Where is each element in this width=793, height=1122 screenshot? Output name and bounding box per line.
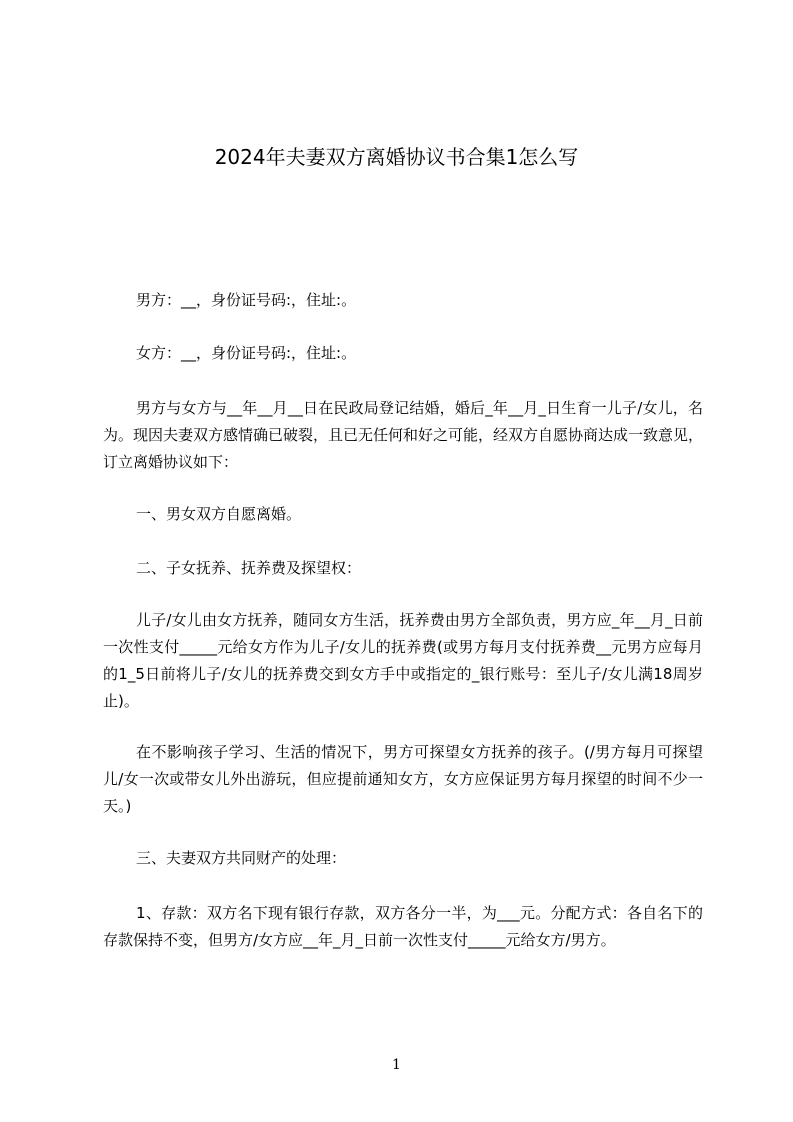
clause-1-heading: 一、男女双方自愿离婚。 [136, 505, 302, 523]
paragraph-male-party: 男方：__，身份证号码:，住址:。 [136, 291, 357, 309]
clause-3-heading: 三、夫妻双方共同财产的处理： [136, 849, 347, 867]
paragraph-female-party: 女方：__，身份证号码:，住址:。 [136, 344, 357, 362]
paragraph-deposits: 1、存款：双方名下现有银行存款，双方各分一半，为___元。分配方式：各自名下的存款保持不变，但男方/女方应__年_月_日前一次性支付_____元给女方/男方。 [103, 904, 703, 949]
clause-2-heading: 二、子女抚养、抚养费及探望权： [136, 559, 362, 577]
page-number: 1 [392, 1057, 401, 1073]
document-title: 2024年夫妻双方离婚协议书合集1怎么写 [214, 145, 579, 169]
paragraph-visitation: 在不影响孩子学习、生活的情况下，男方可探望女方抚养的孩子。(/男方每月可探望儿/女一次或带女儿外出游玩，但应提前通知女方，女方应保证男方每月探望的时间不少一天。) [103, 743, 703, 815]
paragraph-intro: 男方与女方与__年__月__日在民政局登记结婚，婚后_年__月_日生育一儿子/女儿，名为。现因夫妻双方感情确已破裂，且已无任何和好之可能，经双方自愿协商达成一致意见，订立离婚协议如下： [103, 399, 704, 471]
paragraph-child-support: 儿子/女儿由女方抚养，随同女方生活，抚养费由男方全部负责，男方应_年__月_日前一次性支付_____元给女方作为儿子/女儿的抚养费(或男方每月支付抚养费__元男方应每月的1_5日前将儿子/女儿的抚养费交到女方手中或指定的_银行账号：至儿子/女儿满18周岁止)。 [103, 611, 703, 710]
